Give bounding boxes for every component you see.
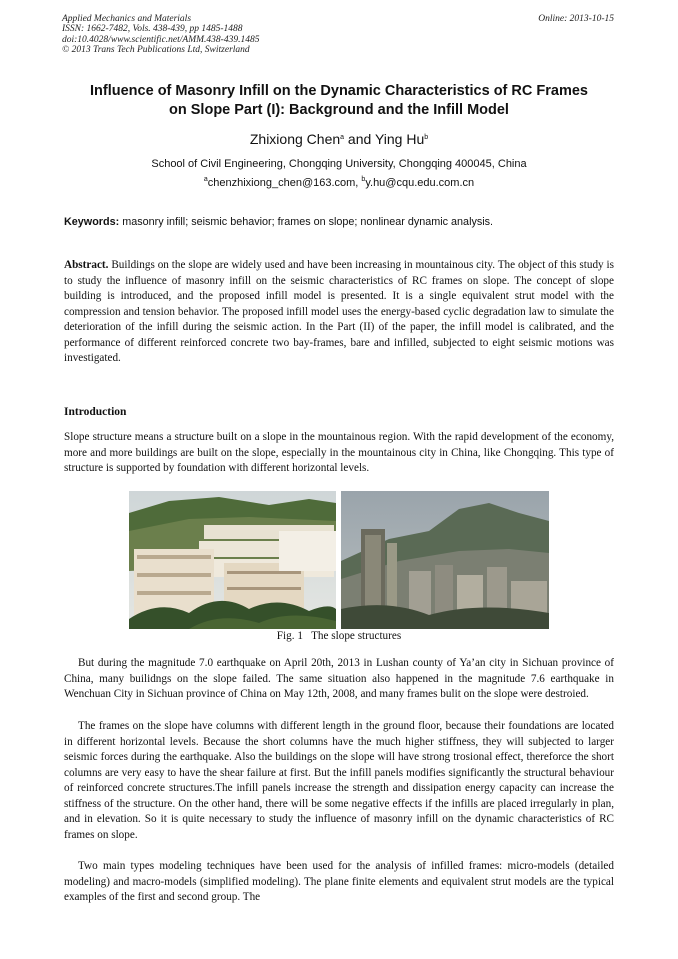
intro-paragraph-4: Two main types modeling techniques have been used for the analysis of infilled frames: micro-models (detailed modeling) and macro-models (simplified modeling). The plane finite elements and equivalent strut models are the typical examples of the first and second group. The bbox=[64, 860, 614, 903]
journal-header bbox=[62, 14, 259, 56]
email-line bbox=[0, 177, 678, 189]
author-2-mark: b bbox=[424, 134, 429, 141]
paper-title bbox=[40, 82, 638, 120]
intro-paragraph-1: Slope structure means a structure built on a slope in the mountainous region. With the rapid development of the economy, more and more buildings are built on the slope, especially in the mountainous city in China, like Chongqing. This type of structure is supported by foundation with different horizontal levels. bbox=[64, 431, 614, 474]
keywords-label: Keywords: bbox=[64, 216, 120, 228]
author-2: Ying Hu bbox=[374, 131, 425, 147]
author-conjunction: and bbox=[344, 131, 375, 147]
email-2: y.hu@cqu.edu.com.cn bbox=[365, 177, 475, 189]
email-2-mark: b bbox=[361, 176, 366, 183]
keywords-text: masonry infill; seismic behavior; frames on slope; nonlinear dynamic analysis. bbox=[119, 216, 494, 228]
slope-photo-right bbox=[341, 491, 549, 629]
doi-line: doi:10.4028/www.scientific.net/AMM.438-439.1485 bbox=[62, 34, 260, 45]
slope-photo-left bbox=[129, 491, 336, 629]
email-1: chenzhixiong_chen@163.com, bbox=[207, 177, 362, 189]
abstract bbox=[64, 258, 614, 367]
title-line-1: Influence of Masonry Infill on the Dynamic Characteristics of RC Frames bbox=[90, 83, 588, 99]
intro-heading: Introduction bbox=[64, 406, 127, 418]
figure-1-photos bbox=[129, 491, 549, 629]
email-1-mark: a bbox=[203, 176, 208, 183]
online-date: Online: 2013-10-15 bbox=[538, 14, 614, 24]
figure-1-caption: Fig. 1 The slope structures bbox=[276, 630, 402, 642]
affiliation: School of Civil Engineering, Chongqing University, Chongqing 400045, China bbox=[151, 158, 527, 170]
figure-1 bbox=[129, 491, 549, 634]
author-line bbox=[0, 131, 678, 147]
title-line-2: on Slope Part (I): Background and the Infill Model bbox=[169, 102, 509, 118]
author-1: Zhixiong Chen bbox=[249, 131, 341, 147]
intro-paragraph-2: But during the magnitude 7.0 earthquake on April 20th, 2013 in Lushan county of Ya’an city in Sichuan province of China, many builidngs on the slope failed. The same situation also happened in the magnitude 7.6 earthquake in Wenchuan City in Sichuan province of China on May 12th, 2008, and many frames bulit on the slope were destroied. bbox=[64, 657, 614, 700]
journal-name: Applied Mechanics and Materials bbox=[62, 14, 192, 24]
author-1-mark: a bbox=[340, 134, 345, 141]
copyright-line: © 2013 Trans Tech Publications Ltd, Switzerland bbox=[62, 45, 250, 56]
keywords bbox=[64, 216, 493, 228]
intro-paragraph-3: The frames on the slope have columns with different length in the ground floor, because their foundations are located in different horizontal levels. Because the short columns have the much higher stiffness, they will subjected to larger seismic forces during the earthquake. Also the buildings on the slope will have strong trosional effect, thereforce the short columns are very easy to have the shear failure at first. But the infill panels modifies significantly the structural behaviour of reinforced concrete structures.The infill panels increase the strength and dissipation energy capacity can increase the stiffness of the structure. On the other hand, there will be some negative effects if the infills are placed irregularly in plan, and in elevation. So it is quite necessary to study the influence of masonry infill on the dynamic characteristics of RC frames on slope. bbox=[64, 720, 614, 841]
abstract-label: Abstract. bbox=[64, 259, 109, 271]
abstract-text: Buildings on the slope are widely used and have been increasing in mountainous city. The object of this study is to study the influence of masonry infill on the seismic characteristics of RC frames on slope. The concept of slope building is introduced, and the proposed infill model is presented. It is a single equivalent strut model with the compression and tension behavior. The proposed infill model uses the energy-based cyclic degradation law to simulate the deterioration of the infill during the seismic action. In the Part (II) of the paper, the infill model is calibrated, and the performance of different reinforced concrete two bay-frames, bare and infilled, subjected to eight seismic motions was investigated. bbox=[64, 259, 614, 364]
issn-line: ISSN: 1662-7482, Vols. 438-439, pp 1485-1488 bbox=[62, 24, 243, 35]
